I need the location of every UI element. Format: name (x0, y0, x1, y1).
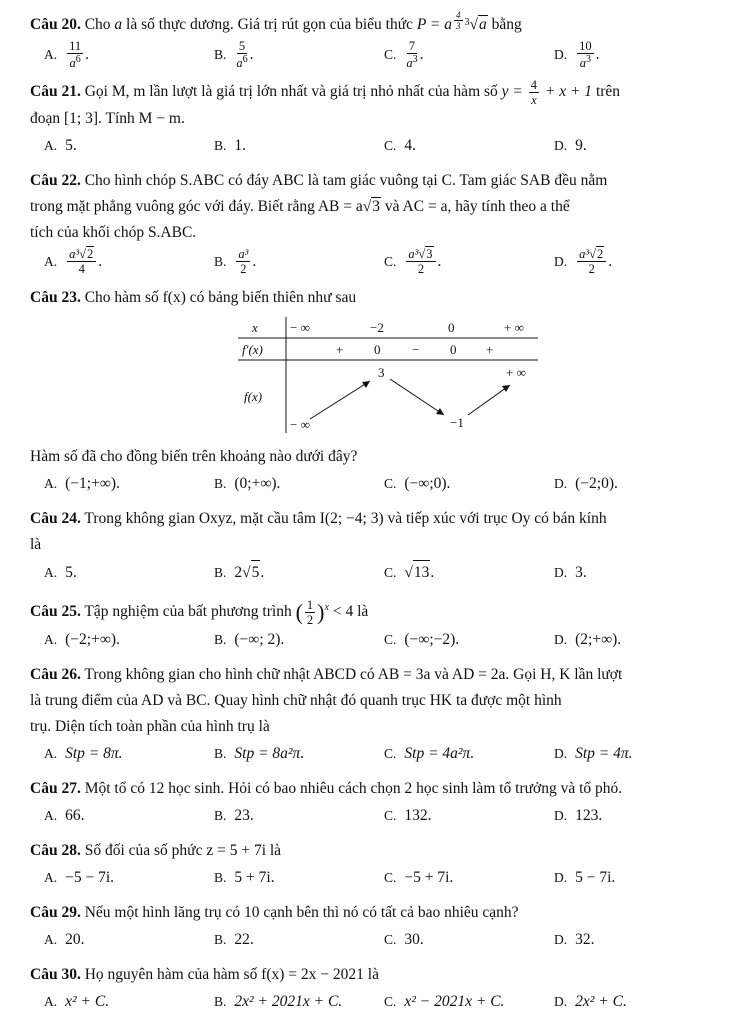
option-a[interactable]: A. (−1;+∞). (44, 475, 120, 493)
option-a[interactable]: A. 66. (44, 807, 85, 825)
question-22: Câu 22. Cho hình chóp S.ABC có đáy ABC là tam giác vuông tại C. Tam giác SAB đều nằm trong mặt phẳng vuông góc với đáy. Biết rằng AB = a√3 và AC = a, hãy tính theo a thể tích của khối chóp S.ABC. A. a³√2 4 . B. a³ 2 . C. a³√3 2 . D. a³√2 2 . (30, 168, 736, 275)
options-row (30, 40, 736, 69)
sign: − (412, 342, 420, 358)
question-number: Câu 21. (30, 83, 81, 101)
options-row (30, 866, 736, 890)
x-value: + ∞ (504, 320, 524, 336)
option-c[interactable]: C. a³√3 2 . (384, 247, 442, 276)
option-b[interactable]: B. 2 √ 5 . (214, 560, 384, 585)
question-number: Câu 23. (30, 289, 81, 307)
options-row (30, 990, 736, 1014)
question-number: Câu 29. (30, 904, 81, 922)
option-d[interactable]: D. 10 $a^3$ . (554, 39, 600, 70)
question-20: Câu 20. Cho a là số thực dương. Giá trị rút gọn của biểu thức P = a $^{\frac{4}{3}}$ $^3$√a bằng A. 11 $a^6$ . B. 5 $a^6$ . C. 7 $a^3$ . D. 10 $a^3$ . (30, 8, 736, 69)
option-d[interactable]: D. 2x² + C. (554, 993, 627, 1011)
option-a[interactable]: A. 11 $a^6$ . (44, 39, 90, 70)
variation-table (238, 315, 538, 435)
option-b[interactable]: B. (−∞; 2). (214, 631, 285, 649)
row-label-f: f(x) (244, 389, 263, 405)
question-29: Câu 29. Nếu một hình lăng trụ có 10 cạnh bên thì nó có tất cả bao nhiêu cạnh? A. 20. B. 22. C. 30. D. 32. (30, 900, 736, 952)
question-24: Câu 24. Trong không gian Oxyz, mặt cầu tâm I(2; −4; 3) và tiếp xúc với trục Oy có bán kính là A. 5. B. 2 √ 5 . C. √ 13 . D. 3. (30, 506, 736, 585)
x-value: −2 (370, 320, 384, 336)
row-label-fprime: f′(x) (242, 342, 263, 358)
option-b[interactable]: B. 5 + 7i. (214, 869, 275, 887)
question-28: Câu 28. Số đối của số phức z = 5 + 7i là A. −5 − 7i. B. 5 + 7i. C. −5 + 7i. D. 5 − 7i. (30, 838, 736, 890)
options-row (30, 628, 736, 652)
question-number: Câu 27. (30, 780, 81, 798)
question-number: Câu 28. (30, 842, 81, 860)
x-value: 0 (448, 320, 455, 336)
f-value: + ∞ (506, 365, 526, 381)
option-c[interactable]: C. (−∞;0). (384, 475, 451, 493)
function-expression: y = $\frac{4}{x}$ + x + 1 (501, 78, 593, 107)
option-d[interactable]: D. 9. (554, 137, 587, 155)
option-b[interactable]: B. a³ 2 . (214, 247, 257, 276)
option-d[interactable]: D. Stp = 4π. (554, 745, 633, 763)
option-c[interactable]: C. 132. (384, 807, 432, 825)
option-b[interactable]: B. (0;+∞). (214, 475, 281, 493)
option-b[interactable]: B. 1. (214, 137, 247, 155)
option-a[interactable]: A. 5. (44, 563, 77, 581)
options-row (30, 472, 736, 496)
option-d[interactable]: D. 3. (554, 563, 587, 581)
option-b[interactable]: B. 22. (214, 931, 254, 949)
expression: P = a $^{\frac{4}{3}}$ $^3$√a (416, 9, 487, 34)
sign: 0 (450, 342, 457, 358)
options-row (30, 248, 736, 275)
options-row (30, 928, 736, 952)
question-21: Câu 21. Gọi M, m lần lượt là giá trị lớn nhất và giá trị nhỏ nhất của hàm số y = $\frac{4}{x}$ + x + 1 trên đoạn [1; 3]. Tính M − m. A. 5. B. 1. C. 4. D. 9. (30, 79, 736, 158)
option-d[interactable]: D. 123. (554, 807, 603, 825)
option-c[interactable]: C. (−∞;−2). (384, 631, 460, 649)
question-23: Câu 23. Cho hàm số f(x) có bảng biến thiên như sau x f′(x) f(x) − ∞ −2 0 + ∞ + 0 − 0 + 3 + ∞ − ∞ −1 Hàm số đã cho đồng biến trên khoảng nào dưới đây? A. (−1;+∞). B. (0;+∞). C. (−∞;0). D. (−2;0). (30, 285, 736, 496)
f-value: 3 (378, 365, 385, 381)
option-c[interactable]: C. √ 13 . (384, 560, 554, 585)
option-a[interactable]: A. a³√2 4 . (44, 247, 103, 276)
option-d[interactable]: D. (−2;0). (554, 475, 618, 493)
question-number: Câu 26. (30, 666, 81, 684)
question-number: Câu 25. (30, 603, 81, 621)
question-number: Câu 30. (30, 966, 81, 984)
option-c[interactable]: C. 30. (384, 931, 424, 949)
sign: + (336, 342, 344, 358)
x-value: − ∞ (290, 320, 310, 336)
sign: 0 (374, 342, 381, 358)
question-number: Câu 20. (30, 16, 81, 34)
option-a[interactable]: A. Stp = 8π. (44, 745, 123, 763)
sign: + (486, 342, 494, 358)
option-c[interactable]: C. Stp = 4a²π. (384, 745, 475, 763)
question-number: Câu 22. (30, 172, 81, 190)
question-27: Câu 27. Một tổ có 12 học sinh. Hỏi có bao nhiêu cách chọn 2 học sinh làm tổ trưởng và tổ phó. A. 66. B. 23. C. 132. D. 123. (30, 776, 736, 828)
f-value: − ∞ (290, 417, 310, 433)
options-row (30, 804, 736, 828)
option-d[interactable]: D. 32. (554, 931, 595, 949)
option-a[interactable]: A. (−2;+∞). (44, 631, 120, 649)
option-c[interactable]: C. 7 $a^3$ . (384, 39, 424, 70)
question-number: Câu 24. (30, 510, 81, 528)
option-c[interactable]: C. 4. (384, 137, 417, 155)
option-b[interactable]: B. 2x² + 2021x + C. (214, 993, 343, 1011)
option-d[interactable]: D. a³√2 2 . (554, 247, 613, 276)
question-26: Câu 26. Trong không gian cho hình chữ nhật ABCD có AB = 3a và AD = 2a. Gọi H, K lần lượt là trung điểm của AD và BC. Quay hình chữ nhật đó quanh trục HK ta được một hình trụ. Diện tích toàn phần của hình trụ là A. Stp = 8π. B. Stp = 8a²π. C. Stp = 4a²π. D. Stp = 4π. (30, 662, 736, 766)
option-a[interactable]: A. −5 − 7i. (44, 869, 115, 887)
options-row (30, 560, 736, 585)
f-value: −1 (450, 415, 464, 431)
option-b[interactable]: B. Stp = 8a²π. (214, 745, 305, 763)
option-b[interactable]: B. 23. (214, 807, 254, 825)
option-d[interactable]: D. 5 − 7i. (554, 869, 616, 887)
option-a[interactable]: A. x² + C. (44, 993, 110, 1011)
option-d[interactable]: D. (2;+∞). (554, 631, 622, 649)
row-label-x: x (252, 320, 258, 336)
question-30: Câu 30. Họ nguyên hàm của hàm số f(x) = 2x − 2021 là A. x² + C. B. 2x² + 2021x + C. C. x² − 2021x + C. D. 2x² + C. (30, 962, 736, 1014)
options-row (30, 742, 736, 766)
option-a[interactable]: A. 20. (44, 931, 85, 949)
option-c[interactable]: C. x² − 2021x + C. (384, 993, 505, 1011)
options-row (30, 134, 736, 158)
option-b[interactable]: B. 5 $a^6$ . (214, 39, 254, 70)
option-a[interactable]: A. 5. (44, 137, 77, 155)
question-25: Câu 25. Tập nghiệm của bất phương trình ( $\frac{1}{2}$ )$^x$ < 4 là A. (−2;+∞). B. (−∞; 2). C. (−∞;−2). D. (2;+∞). (30, 595, 736, 652)
option-c[interactable]: C. −5 + 7i. (384, 869, 454, 887)
